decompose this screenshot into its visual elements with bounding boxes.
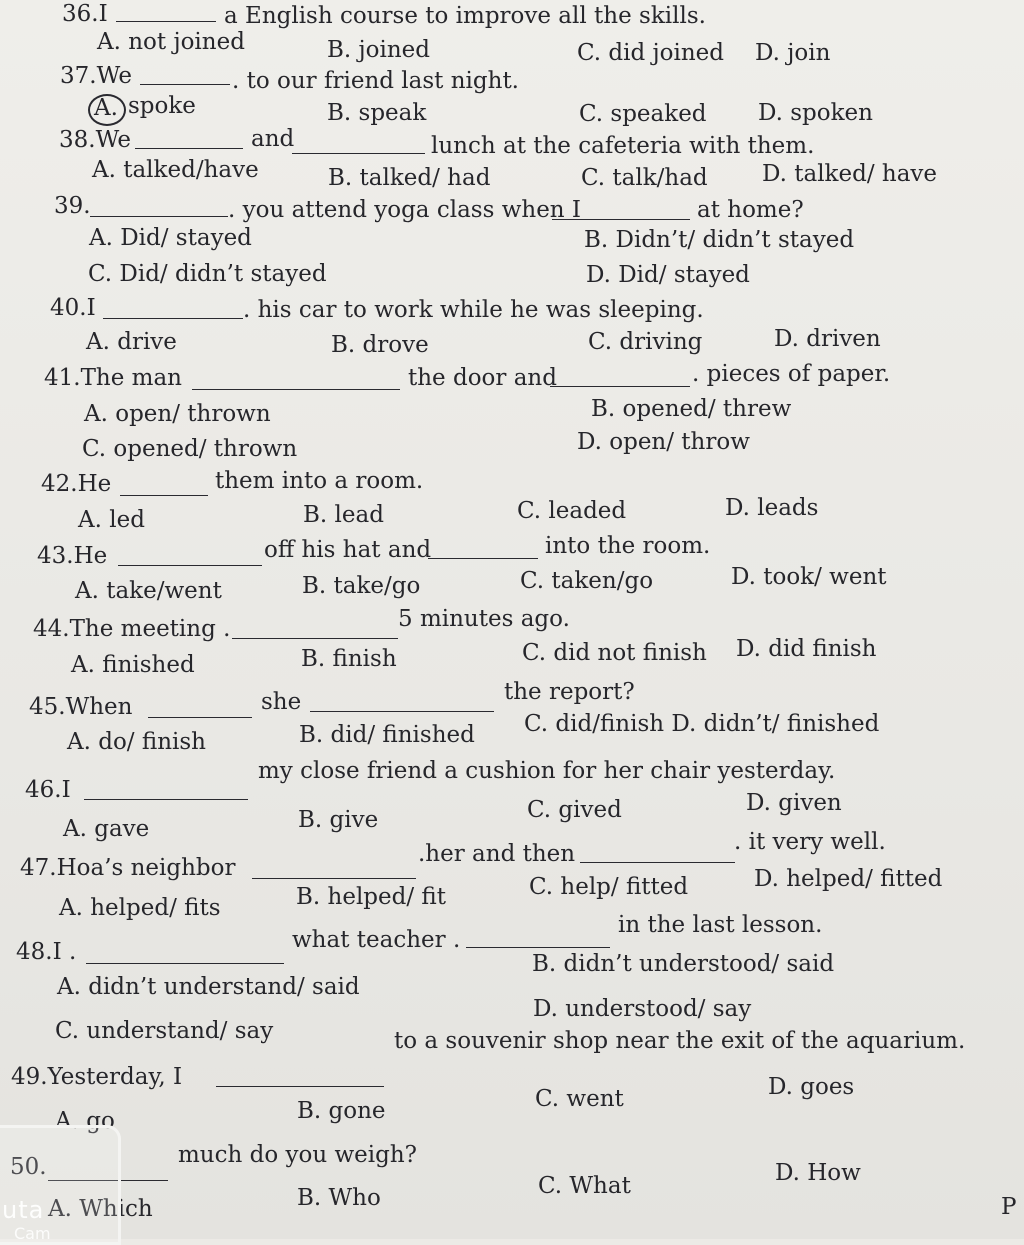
question-text: what teacher . xyxy=(292,927,461,953)
option-a[interactable]: A. not joined xyxy=(97,29,245,55)
option-d[interactable]: D. helped/ fitted xyxy=(754,866,943,892)
option-a[interactable]: A. go xyxy=(55,1108,115,1134)
option-b[interactable]: B. lead xyxy=(303,502,384,528)
option-c[interactable]: C. understand/ say xyxy=(55,1018,274,1044)
answer-blank-2[interactable] xyxy=(310,711,494,712)
question-number: 40.I xyxy=(50,295,96,321)
question-text: much do you weigh? xyxy=(178,1142,417,1168)
question-number: 42.He xyxy=(41,471,112,497)
answer-blank-1[interactable] xyxy=(192,389,400,390)
answer-blank-1[interactable] xyxy=(90,216,228,217)
option-d[interactable]: D. did finish xyxy=(736,636,877,662)
option-c[interactable]: C. taken/go xyxy=(520,568,654,594)
question-text: lunch at the cafeteria with them. xyxy=(431,133,815,159)
question-number: 46.I xyxy=(25,777,71,803)
option-b[interactable]: B. give xyxy=(298,807,379,833)
question-text: in the last lesson. xyxy=(618,912,823,938)
option-c[interactable]: C. went xyxy=(535,1086,624,1112)
option-a[interactable]: A. gave xyxy=(63,816,150,842)
option-d[interactable]: D. given xyxy=(746,790,842,816)
answer-blank[interactable] xyxy=(120,495,208,496)
answer-blank-2[interactable] xyxy=(292,153,425,154)
option-a[interactable]: A. finished xyxy=(71,652,195,678)
option-d[interactable]: D. Did/ stayed xyxy=(586,262,750,288)
option-b[interactable]: B. joined xyxy=(327,37,431,63)
question-number: 39. xyxy=(54,193,91,219)
question-text: . to our friend last night. xyxy=(232,68,519,94)
answer-blank-2[interactable] xyxy=(466,947,610,948)
option-d[interactable]: D. goes xyxy=(768,1074,855,1100)
option-a[interactable]: A. drive xyxy=(86,329,177,355)
question-text: my close friend a cushion for her chair yesterday. xyxy=(258,758,836,784)
option-b[interactable]: B. helped/ fit xyxy=(296,884,447,910)
watermark-subtext: Cam xyxy=(14,1224,51,1243)
option-c[interactable]: C. gived xyxy=(527,797,622,823)
question-text: off his hat and xyxy=(264,537,432,563)
question-number: 38.We xyxy=(59,127,131,153)
option-d[interactable]: D. understood/ say xyxy=(533,996,752,1022)
question-text: into the room. xyxy=(545,533,711,559)
question-text: at home? xyxy=(697,197,804,223)
answer-blank-1[interactable] xyxy=(252,878,416,879)
question-number: 47.Hoa’s neighbor xyxy=(20,855,236,881)
answer-blank-2[interactable] xyxy=(550,386,690,387)
option-b[interactable]: B. finish xyxy=(301,646,397,672)
option-a-text[interactable]: spoke xyxy=(128,93,196,119)
question-number: 41.The man xyxy=(44,365,182,391)
option-c-d[interactable]: C. did/finish D. didn’t/ finished xyxy=(524,711,880,737)
option-d[interactable]: D. spoken xyxy=(758,100,873,126)
question-number: 49.Yesterday, I xyxy=(11,1064,183,1090)
option-d[interactable]: D. talked/ have xyxy=(762,161,938,187)
question-text: . his car to work while he was sleeping. xyxy=(243,297,704,323)
option-c[interactable]: C. driving xyxy=(588,329,703,355)
question-text: them into a room. xyxy=(215,468,424,494)
option-b[interactable]: B. didn’t understood/ said xyxy=(532,951,835,977)
option-d[interactable]: D. leads xyxy=(725,495,819,521)
option-c[interactable]: C. speaked xyxy=(579,101,707,127)
answer-blank-2[interactable] xyxy=(580,862,735,863)
question-text: she xyxy=(261,689,302,715)
option-b[interactable]: B. talked/ had xyxy=(328,165,491,191)
option-d[interactable]: D. open/ throw xyxy=(577,429,750,455)
option-b[interactable]: B. drove xyxy=(331,332,429,358)
option-a[interactable]: A. do/ finish xyxy=(67,729,206,755)
option-b[interactable]: B. speak xyxy=(327,100,427,126)
answer-blank-1[interactable] xyxy=(86,963,284,964)
answer-blank-1[interactable] xyxy=(135,148,243,149)
answer-blank[interactable] xyxy=(216,1086,384,1087)
answer-blank[interactable] xyxy=(116,21,216,22)
option-a[interactable]: A. Which xyxy=(48,1196,153,1222)
option-b[interactable]: B. opened/ threw xyxy=(591,396,792,422)
option-a[interactable]: A. open/ thrown xyxy=(84,401,271,427)
question-number: 43.He xyxy=(37,543,108,569)
question-text: to a souvenir shop near the exit of the aquarium. xyxy=(394,1028,966,1054)
question-text: . pieces of paper. xyxy=(692,361,891,387)
option-d[interactable]: D. took/ went xyxy=(731,564,887,590)
option-c[interactable]: C. did not finish xyxy=(522,640,707,666)
option-a[interactable]: A. led xyxy=(78,507,145,533)
option-b[interactable]: B. Didn’t/ didn’t stayed xyxy=(584,227,855,253)
option-d[interactable]: D. How xyxy=(775,1160,861,1186)
option-a[interactable]: A. didn’t understand/ said xyxy=(57,974,360,1000)
option-c[interactable]: C. Did/ didn’t stayed xyxy=(88,261,327,287)
question-number: 50. xyxy=(10,1154,47,1180)
answer-blank[interactable] xyxy=(84,799,248,800)
option-c[interactable]: C. leaded xyxy=(517,498,627,524)
option-b[interactable]: B. did/ finished xyxy=(299,722,475,748)
question-text: . it very well. xyxy=(734,829,886,855)
question-text: . you attend yoga class when I xyxy=(228,197,582,223)
watermark-text: uta xyxy=(2,1196,45,1224)
question-number: 36.I xyxy=(62,1,108,27)
option-c[interactable]: C. talk/had xyxy=(581,165,708,191)
question-text: the report? xyxy=(504,679,635,705)
question-number: 45.When xyxy=(29,694,133,720)
question-text: the door and xyxy=(408,365,557,391)
option-d[interactable]: D. join xyxy=(755,40,831,66)
answer-blank[interactable] xyxy=(232,638,398,639)
question-text: 5 minutes ago. xyxy=(398,606,570,632)
answer-blank-2[interactable] xyxy=(428,558,538,559)
question-text: a English course to improve all the skills. xyxy=(224,3,706,29)
option-d[interactable]: D. driven xyxy=(774,326,881,352)
option-c[interactable]: C. opened/ thrown xyxy=(82,436,298,462)
option-b[interactable]: B. Who xyxy=(297,1185,381,1211)
answer-blank-1[interactable] xyxy=(148,717,252,718)
question-text: .her and then xyxy=(418,841,576,867)
answer-blank-1[interactable] xyxy=(118,565,262,566)
question-number: 44.The meeting . xyxy=(33,616,231,642)
option-a[interactable]: A. take/went xyxy=(75,578,222,604)
option-b[interactable]: B. gone xyxy=(297,1098,386,1124)
option-a[interactable]: A. helped/ fits xyxy=(59,895,221,921)
question-text: and xyxy=(251,126,295,152)
question-number: 37.We xyxy=(60,63,132,89)
option-c[interactable]: C. did joined xyxy=(577,40,724,66)
option-c[interactable]: C. help/ fitted xyxy=(529,874,689,900)
option-b[interactable]: B. take/go xyxy=(302,573,421,599)
option-a[interactable]: A. talked/have xyxy=(92,157,259,183)
answer-blank[interactable] xyxy=(140,84,230,85)
option-a[interactable]: A. xyxy=(94,95,118,121)
edge-text-fragment: P xyxy=(1001,1194,1017,1220)
option-c[interactable]: C. What xyxy=(538,1173,631,1199)
question-number: 48.I . xyxy=(16,939,77,965)
answer-blank[interactable] xyxy=(103,318,243,319)
option-a[interactable]: A. Did/ stayed xyxy=(89,225,252,251)
answer-blank-2[interactable] xyxy=(552,219,690,220)
